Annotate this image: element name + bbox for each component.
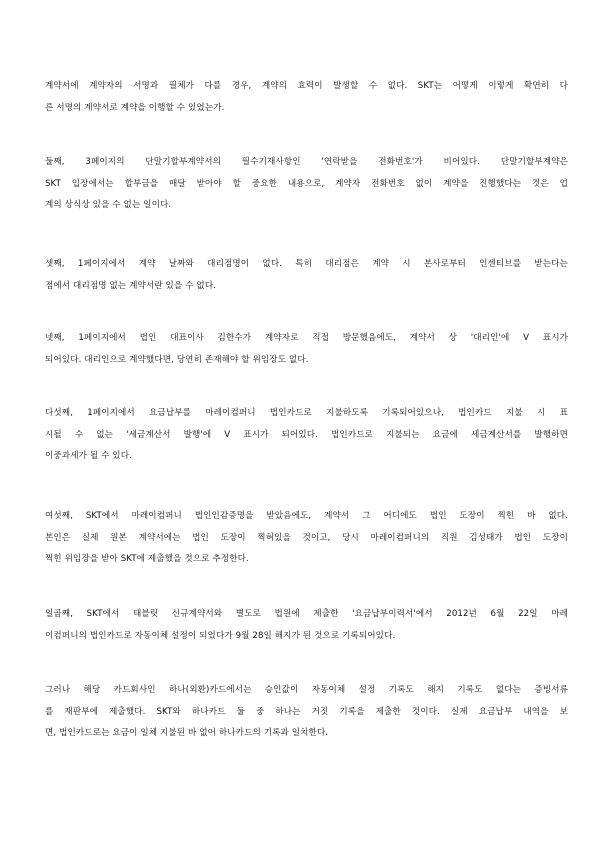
- paragraph-line: 둘째, 3페이지의 단말기할부계약서의 필수기재사항인 '연락받을 전화번호'가 비어있다. 단말기할부계약은: [45, 157, 568, 167]
- paragraph-line: 를 재판부에 제출했다. SKT와 하나카드 둘 중 하나는 거짓 기록을 제출한 것이다. 실제 요금납부 내역을 보: [45, 706, 568, 717]
- paragraph-line: SKT 입장에서는 할부금을 매달 받아야 할 중요한 내용으로, 계약자 전화번호 없이 계약을 진행했다는 것은 업: [45, 178, 568, 189]
- paragraph-seventh-point: [45, 604, 568, 647]
- paragraph-line: 본인은 실제 원본 계약서에는 법인 도장이 찍혀있을 것이고, 당시 마레이컴퍼니의 직원 김성태가 법인 도장이: [45, 532, 568, 543]
- paragraph-line: 계약서에 계약자의 서명과 필체가 다를 경우, 계약의 효력이 발생할 수 없다. SKT는 어떻게 이렇게 확연히 다: [45, 81, 568, 91]
- paragraph-fourth-point: [45, 328, 568, 371]
- paragraph-third-point: [45, 254, 568, 297]
- paragraph-signature-mismatch: [45, 76, 568, 119]
- paragraph-conclusion: [45, 680, 568, 745]
- paragraph-line: 일곱째, SKT에서 태블릿 신규계약서와 별도로 법원에 제출한 '요금납부이력서'에서 2012년 6월 22일 마레: [45, 609, 568, 619]
- paragraph-line: 다섯째, 1페이지에서 요금납부를 마레이컴퍼니 법인카드로 지불하도록 기록되어있으나, 법인카드 지불 시 표: [45, 408, 568, 418]
- paragraph-line: 그러나 해당 카드회사인 하나(외환)카드에서는 승인값이 자동이체 설정 기록도 해지 기록도 없다는 증빙서류: [45, 685, 568, 695]
- paragraph-line: 셋째, 1페이지에서 계약 날짜와 대리점명이 없다. 특히 대리점은 계약 시 본사로부터 인센티브를 받는다는: [45, 259, 568, 269]
- paragraph-fifth-point: [45, 403, 568, 468]
- paragraph-second-point: [45, 152, 568, 217]
- paragraph-line: 되어있다. 대리인으로 계약했다면, 당연히 존재해야 할 위임장도 없다.: [45, 354, 309, 365]
- paragraph-line: 이컴퍼니의 법인카드로 자동이체 설정이 되었다가 9월 28일 해지가 된 것으로 기록되어있다.: [45, 630, 396, 641]
- paragraph-line: 시될 수 없는 '세금계산서 발행'에 V 표시가 되어있다. 법인카드로 지불되는 요금에 세금계산서를 발행하면: [45, 429, 568, 440]
- paragraph-line: 넷째, 1페이지에서 법인 대표이사 김한수가 계약자로 직접 방문했음에도, 계약서 상 '대리인'에 V 표시가: [45, 333, 568, 343]
- paragraph-line: 계의 상식상 있을 수 없는 일이다.: [45, 200, 172, 210]
- paragraph-sixth-point: [45, 506, 568, 571]
- paragraph-line: 찍힌 위임장을 받아 SKT에 제출했을 것으로 추정한다.: [45, 554, 249, 564]
- paragraph-line: 면, 법인카드로는 요금이 일체 지불된 바 없어 하나카드의 기록과 일치한다.: [45, 728, 329, 738]
- paragraph-line: 점에서 대리점명 없는 계약서란 있을 수 없다.: [45, 280, 217, 291]
- paragraph-line: 이중과세가 될 수 있다.: [45, 451, 132, 461]
- paragraph-line: 여섯째, SKT에서 마레이컴퍼니 법인인감증명을 받았음에도, 계약서 그 어디에도 법인 도장이 찍힌 바 없다.: [45, 511, 568, 521]
- paragraph-line: 른 서명의 계약서로 계약을 이행할 수 있었는가.: [45, 102, 225, 113]
